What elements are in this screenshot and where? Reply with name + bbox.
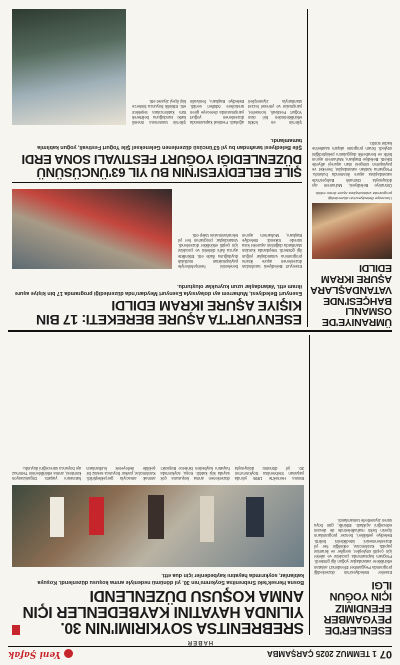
story-esenyurt bbox=[12, 282, 302, 327]
deck-esenyurt: Esenyurt Belediyesi, Muharrem ayı dolayısıyla Esenyurt Meydanı'nda düzenlediği programda 17 bin kişiye aşure ikram etti. Vatandaşlar uzun kuyruklar oluşturdu. bbox=[14, 283, 302, 297]
body-umraniye: Ümraniye Belediyesi, Muharrem ayı dolayısıyla Osmanlı Bahçesi'nde vatandaşlara aşure ikramında bulundu. Programa katılan vatandaşlar, bereket ve paylaşımın simgesi olan aşureyi afiyetle tüketti. Belediye Başkanı, Muharrem ayının birlik ve beraberlik duygularını pekiştirdiğini söyledi. İkram programı akşam saatlerine kadar sürdü. bbox=[312, 141, 392, 188]
brand-name: Yeni Şafak bbox=[8, 649, 61, 659]
page-number: 07 bbox=[379, 648, 392, 660]
deck-sile: Şile Belediyesi tarafından bu yıl 63'üncüsü düzenlenen Geleneksel Şile Yoğurt Festivali, yoğun katılımla tamamlandı. bbox=[37, 137, 302, 151]
body-srebrenica: Bosna Hersek'te 1995 yılında yaşanan Srebrenitsa Soykırımı'nın 30. yıl dönümü dolayısıyla düzenlenen anma koşusuna çok sayıda kişi katıldı. Koşu, soykırımda hayatını kaybeden binlerce Boşnak'ı anmak amacıyla gerçekleştirildi. Katılımcılar, parkur boyunca sessiz bir şekilde ilerleyerek kurbanların hatırasını yaşattı. Organizasyon komitesi, anma etkinliklerinin Temmuz ayı boyunca süreceğini duyurdu. bbox=[12, 465, 304, 481]
story-sile bbox=[12, 136, 302, 179]
story-separator-2 bbox=[12, 182, 302, 183]
sile-photo bbox=[12, 9, 126, 125]
caption-umraniye: Ümraniye Belediyesi'nin düzenlediği programda vatandaşlara aşure ikram edildi. bbox=[315, 190, 392, 201]
deck-srebrenica: Bosna Hersek'teki Srebrenitsa Soykırımı'nın 30. yıl dönümü nedeniyle anma koşusu düzenlendi. Koşuya katılanlar, soykırımda hayatını kaybedenler için dua etti. bbox=[37, 571, 304, 585]
masthead bbox=[8, 646, 392, 661]
runners-photo bbox=[12, 485, 304, 567]
story-umraniye bbox=[312, 9, 392, 327]
headline-umraniye: ÜMRANIYE'DE OSMANLI BAHÇESI'NDE VATANDAŞLARA AŞURE IKRAM EDILDI bbox=[310, 262, 392, 328]
headline-esenyurt: ESENYURT'TA AŞURE BEREKETI: 17 BIN KIŞIYE AŞURE IKRAM EDILDI bbox=[36, 297, 302, 328]
story-separator bbox=[8, 331, 392, 333]
brand-logo bbox=[8, 649, 73, 659]
logo-icon bbox=[64, 650, 73, 659]
section-label: HABER bbox=[186, 639, 214, 645]
column-divider bbox=[309, 335, 310, 635]
body-esenyurt: Esenyurt Belediyesi tarafından düzenlenen aşure ikramı programına vatandaşlar yoğun ilgi gösterdi. Meydanda kurulan stantlarda dağıtılan aşureler kısa sürede tükendi. Belediye Başkanı, Muharrem ayının bereketini hemşehrileriyle paylaşmaktan mutluluk duyduğunu ifade etti. Etkinlikte ayrıca ilahi dinletisi ve çocuklar için çeşitli etkinlikler düzenlendi. Vatandaşlar, programın her yıl tekrarlanmasını talep etti. bbox=[178, 232, 302, 269]
esenyurt-photo bbox=[12, 189, 172, 269]
accent-marker bbox=[12, 625, 20, 635]
srebrenica-photo bbox=[12, 485, 304, 567]
issue-date: 1 TEMMUZ 2025 ÇARŞAMBA bbox=[266, 649, 377, 659]
column-divider-2 bbox=[307, 9, 308, 327]
headline-esenler: ESENLER'DE PEYGAMBER EFENDIMIZ IÇIN YOĞUN ILGI bbox=[323, 579, 392, 636]
story-srebrenica bbox=[12, 571, 304, 635]
headline-sile: ŞILE BELEDIYESI'NIN BU YIL 63'ÜNCÜSÜNÜ DÜZENLEDIĞI YOĞURT FESTIVALI SONA ERDI bbox=[21, 151, 302, 180]
umraniye-photo bbox=[312, 203, 392, 259]
body-esenler: Esenler Belediyesi'nin düzenlediği programda Peygamber Efendimiz'i anlatan etkinliklere vatandaşlar yoğun ilgi gösterdi. Program kapsamında çocuklar ve aileler için çeşitli söyleşiler, sergiler ve ikramlar yapıldı. Katılımcılar, etkinliğin her yıl düzenlenmesini istediklerini belirtti. Belediye yetkilileri, benzer programların ilçenin farklı mahallelerinde de devam edeceğini açıkladı. Etkinlik, gün boyu süren ziyaretlerle tamamlandı. bbox=[314, 517, 392, 575]
body-sile: Şile'nin en köklü etkinliklerinden biri olan Yoğurt Festivali, konserler, yarışmalar ve yöresel lezzet stantlarıyla ziyaretçileri ağırladı. Festival kapsamında düzenlenen yoğurt yarışmasında dereceye giren üreticilere ödülleri verildi. Belediye Başkanı, festivalin Şile'nin tanıtımına önemli katkı sunduğunu belirterek tüm katılımcılara teşekkür etti. Etkinlik boyunca binlerce kişi ilçeyi ziyaret etti. bbox=[132, 99, 302, 125]
headline-srebrenica: SREBRENITSA SOYKIRIMI'NIN 30. YILINDA HAYATINI KAYBEDENLER IÇIN ANMA KOŞUSU DÜZENLENDI bbox=[22, 587, 304, 636]
story-esenler bbox=[314, 335, 392, 635]
